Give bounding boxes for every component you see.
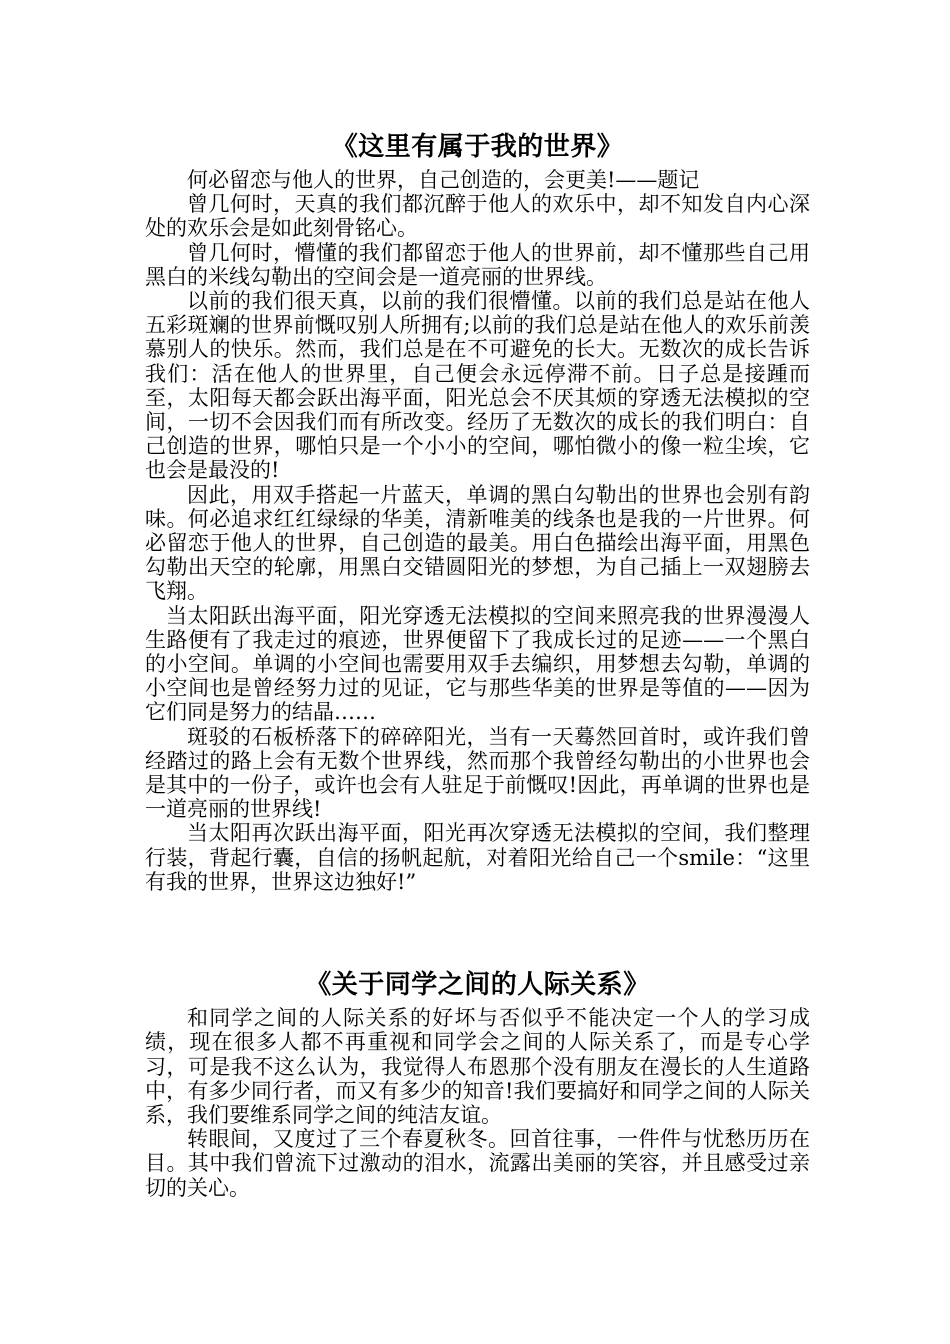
essay-1-paragraph: 当太阳再次跃出海平面，阳光再次穿透无法模拟的空间，我们整理行装，背起行囊，自信的扬帆起航，对着阳光给自己一个smile：“这里有我的世界，世界这边独好!” (145, 821, 810, 894)
essay-2-title: 《关于同学之间的人际关系》 (305, 970, 650, 1001)
essay-1-paragraph: 曾几何时，懵懂的我们都留恋于他人的世界前，却不懂那些自己用黑白的米线勾勒出的空间会是一道亮丽的世界线。 (145, 240, 810, 289)
essay-1-paragraph: 斑驳的石板桥落下的碎碎阳光，当有一天蓦然回首时，或许我们曾经踏过的路上会有无数个世界线，然而那个我曾经勾勒出的小世界也会是其中的一份子，或许也会有人驻足于前慨叹!因此，再单调的世界也是一道亮丽的世界线! (145, 724, 810, 822)
essay-1-epigraph: 何必留恋与他人的世界，自己创造的，会更美!——题记 (187, 168, 700, 192)
essay-1-title: 《这里有属于我的世界》 (331, 132, 624, 162)
essay-1-paragraph: 当太阳跃出海平面，阳光穿透无法模拟的空间来照亮我的世界漫漫人生路便有了我走过的痕迹，世界便留下了我成长过的足迹——一个黑白的小空间。单调的小空间也需要用双手去编织，用梦想去勾勒，单调的小空间也是曾经努力过的见证，它与那些华美的世界是等值的——因为它们同是努力的结晶…… (145, 603, 810, 725)
section-spacer (145, 894, 810, 968)
document-page (145, 130, 810, 1200)
essay-2-paragraph: 转眼间，又度过了三个春夏秋冬。回首往事，一件件与忧愁历历在目。其中我们曾流下过激动的泪水，流露出美丽的笑容，并且感受过亲切的关心。 (145, 1127, 810, 1200)
essay-1-paragraph: 因此，用双手搭起一片蓝天，单调的黑白勾勒出的世界也会别有韵味。何必追求红红绿绿的华美，清新唯美的线条也是我的一片世界。何必留恋于他人的世界，自己创造的最美。用白色描绘出海平面，用黑色勾勒出天空的轮廓，用黑白交错圆阳光的梦想，为自己插上一双翅膀去飞翔。 (145, 482, 810, 604)
essay-2-paragraph: 和同学之间的人际关系的好坏与否似乎不能决定一个人的学习成绩，现在很多人都不再重视和同学会之间的人际关系了，而是专心学习，可是我不这么认为，我觉得人布恩那个没有朋友在漫长的人生道路中，有多少同行者，而又有多少的知音!我们要搞好和同学之间的人际关系，我们要维系同学之间的纯洁友谊。 (145, 1006, 810, 1127)
essay-1-paragraph: 以前的我们很天真，以前的我们很懵懂。以前的我们总是站在他人五彩斑斓的世界前慨叹别人所拥有;以前的我们总是站在他人的欢乐前羡慕别人的快乐。然而，我们总是在不可避免的长大。无数次的成长告诉我们：活在他人的世界里，自己便会永远停滞不前。日子总是接踵而至，太阳每天都会跃出海平面，阳光总会不厌其烦的穿透无法模拟的空间，一切不会因我们而有所改变。经历了无数次的成长的我们明白：自己创造的世界，哪怕只是一个小小的空间，哪怕微小的像一粒尘埃，它也会是最没的! (145, 289, 810, 483)
essay-1-paragraph: 曾几何时，天真的我们都沉醉于他人的欢乐中，却不知发自内心深处的欢乐会是如此刻骨铭心。 (145, 192, 810, 241)
